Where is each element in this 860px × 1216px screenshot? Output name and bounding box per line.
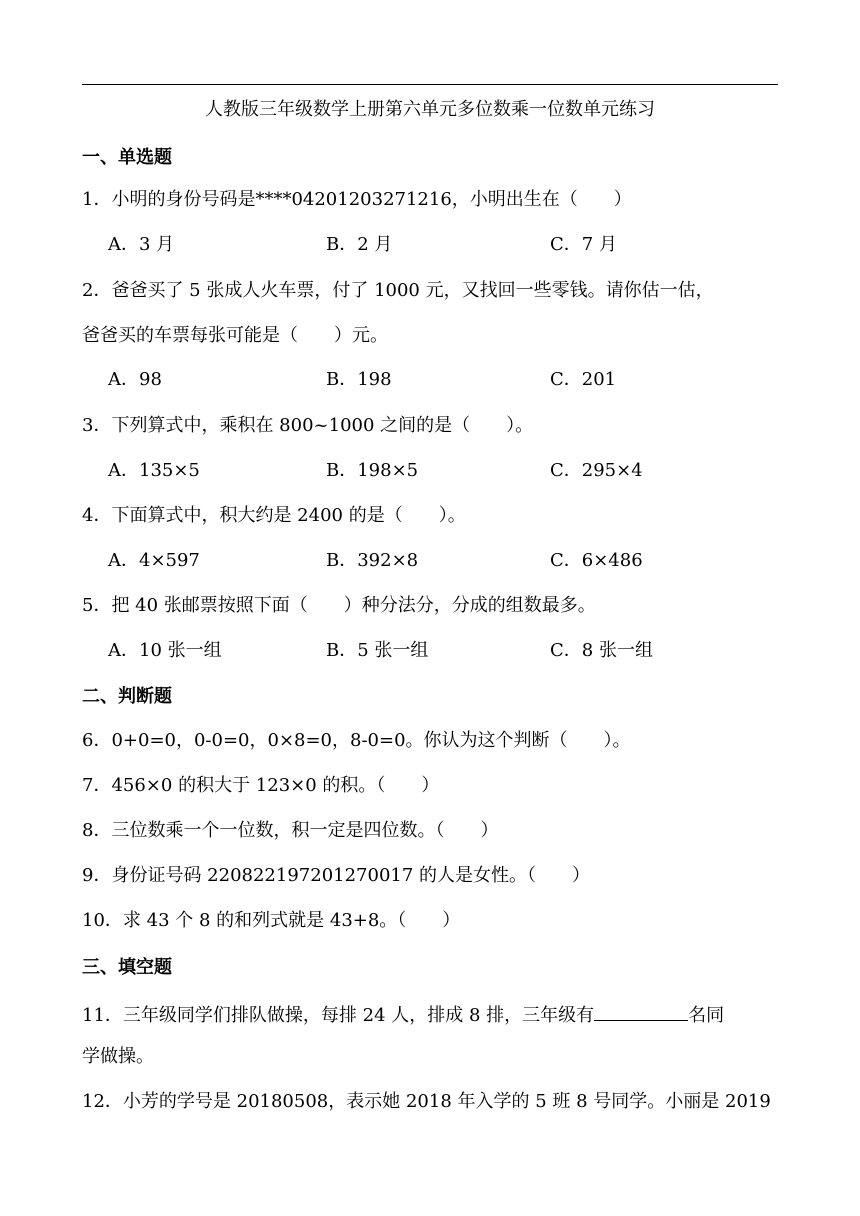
- document-title: 人教版三年级数学上册第六单元多位数乘一位数单元练习: [205, 99, 655, 120]
- question-12: 12．小芳的学号是 20180508，表示她 2018 年入学的 5 班 8 号同学。小丽是 2019: [82, 1091, 771, 1112]
- question-6: 6．0+0=0，0-0=0，0×8=0，8-0=0。你认为这个判断（ ）。: [82, 730, 631, 751]
- q1-option-a: A．3 月: [108, 234, 175, 255]
- header-rule: [82, 84, 778, 85]
- q1-option-b: B．2 月: [326, 234, 393, 255]
- q5-option-c: C．8 张一组: [550, 640, 653, 661]
- question-11-line-2: 学做操。: [82, 1046, 154, 1067]
- section-heading-single-choice: 一、单选题: [82, 147, 172, 168]
- question-2-line-1: 2．爸爸买了 5 张成人火车票，付了 1000 元，又找回一些零钱。请你估一估，: [82, 280, 714, 301]
- question-2-line-2: 爸爸买的车票每张可能是（ ）元。: [82, 325, 388, 346]
- q2-option-b: B．198: [326, 369, 392, 390]
- question-1: 1．小明的身份号码是****04201203271216，小明出生在（ ）: [82, 189, 632, 210]
- question-10: 10．求 43 个 8 的和列式就是 43+8。（ ）: [82, 910, 461, 931]
- section-heading-true-false: 二、判断题: [82, 686, 172, 707]
- question-3: 3．下列算式中，乘积在 800~1000 之间的是（ ）。: [82, 415, 534, 436]
- question-4: 4．下面算式中，积大约是 2400 的是（ ）。: [82, 505, 466, 526]
- section-heading-fill-in: 三、填空题: [82, 957, 172, 978]
- q4-option-b: B．392×8: [326, 550, 419, 571]
- q5-option-b: B．5 张一组: [326, 640, 429, 661]
- q4-option-a: A．4×597: [108, 550, 200, 571]
- q2-option-a: A．98: [108, 369, 162, 390]
- question-11-line-1: [82, 1000, 724, 1028]
- q3-option-c: C．295×4: [550, 460, 643, 481]
- q3-option-a: A．135×5: [108, 460, 200, 481]
- question-11-text-end: 名同: [688, 1005, 725, 1026]
- q3-option-b: B．198×5: [326, 460, 419, 481]
- question-9: 9．身份证号码 220822197201270017 的人是女性。（ ）: [82, 865, 591, 886]
- question-5: 5．把 40 张邮票按照下面（ ）种分法分，分成的组数最多。: [82, 595, 596, 616]
- question-11-text-start: 11．三年级同学们排队做操，每排 24 人，排成 8 排，三年级有: [82, 1005, 595, 1026]
- q4-option-c: C．6×486: [550, 550, 643, 571]
- q11-answer-blank[interactable]: [594, 1000, 688, 1021]
- q5-option-a: A．10 张一组: [108, 640, 222, 661]
- question-7: 7．456×0 的积大于 123×0 的积。（ ）: [82, 775, 440, 796]
- q2-option-c: C．201: [550, 369, 617, 390]
- question-8: 8．三位数乘一个一位数，积一定是四位数。（ ）: [82, 820, 499, 841]
- q1-option-c: C．7 月: [550, 234, 617, 255]
